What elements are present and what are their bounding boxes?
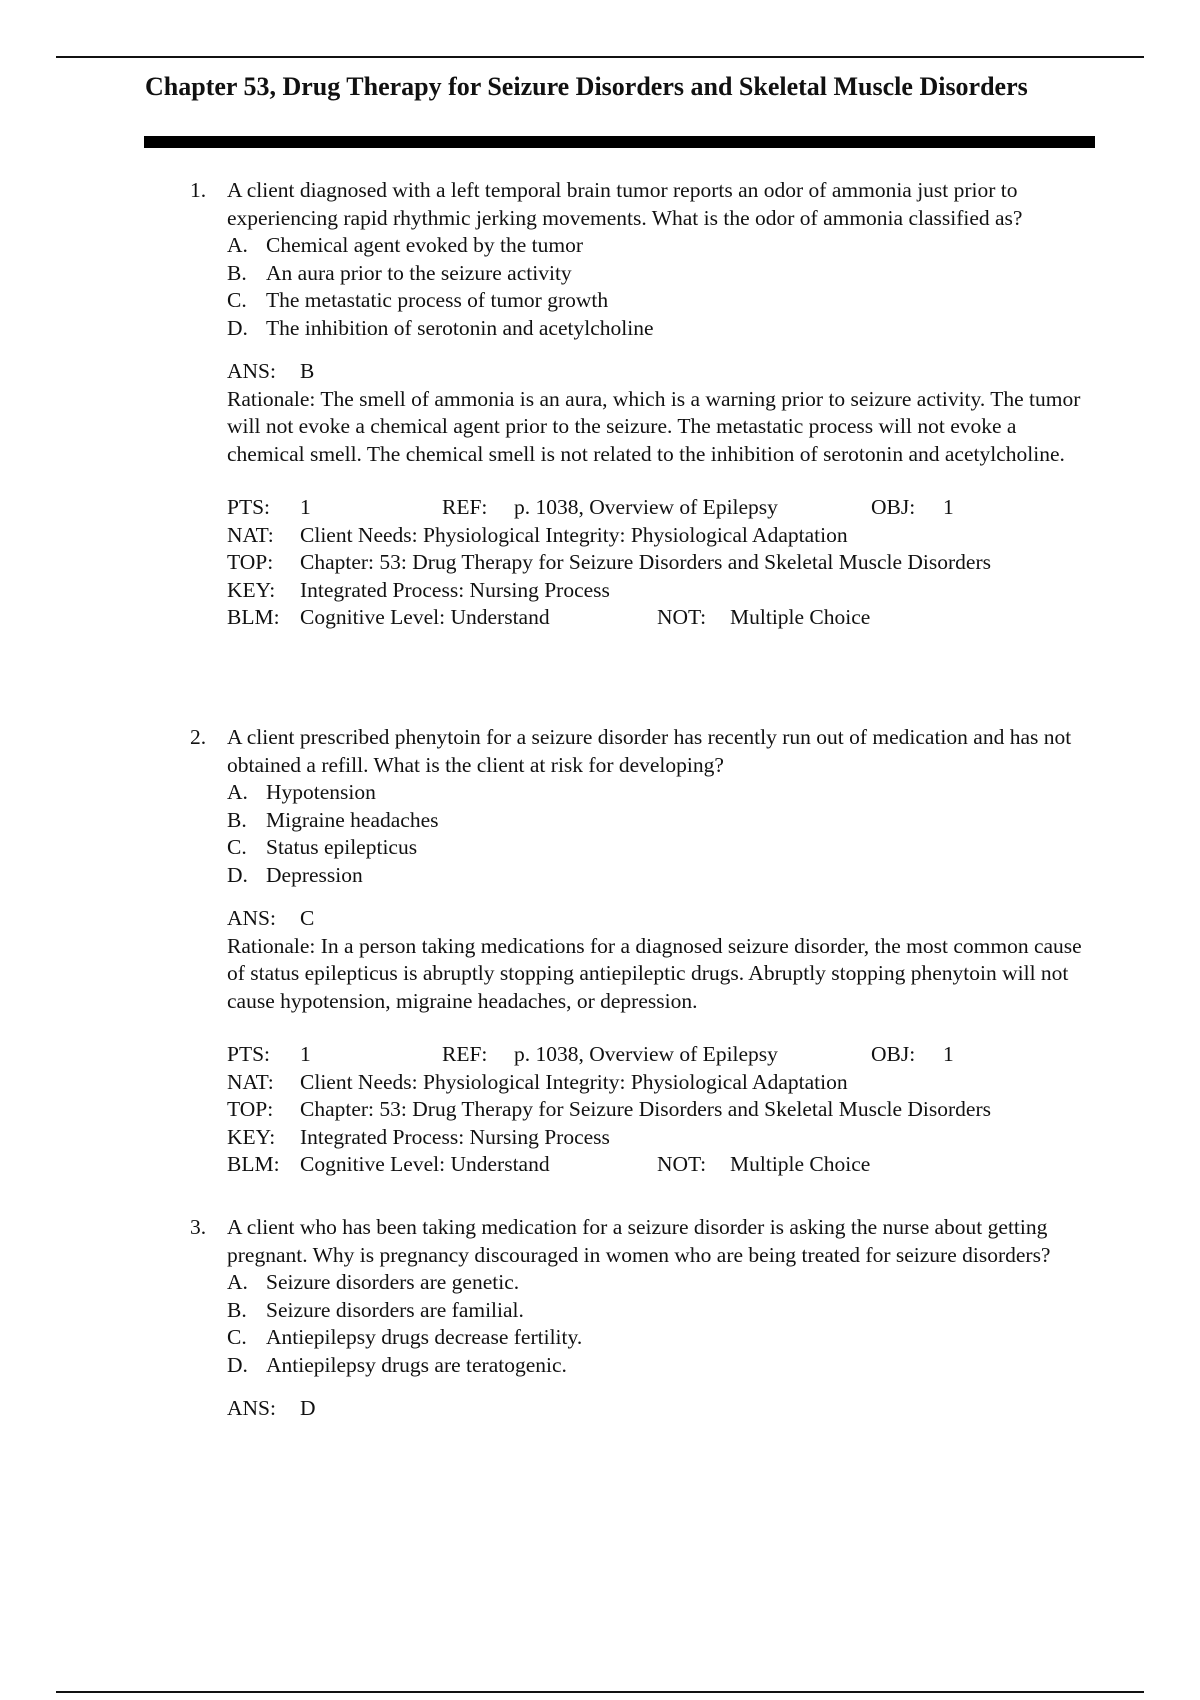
pts-label: PTS: [227, 495, 271, 519]
question-2 [190, 724, 1090, 1179]
top-label: TOP: [227, 550, 274, 574]
option-text: Depression [266, 862, 363, 887]
answer-label: ANS: [227, 1396, 276, 1420]
question-stem: A client diagnosed with a left temporal brain tumor reports an odor of ammonia just prior to experiencing rapid rhythmic jerking movements. What is the odor of ammonia classified as? [227, 178, 1023, 230]
option-letter: B. [227, 1297, 247, 1322]
nat-value: Client Needs: Physiological Integrity: Physiological Adaptation [300, 1069, 848, 1094]
meta-row-nat [227, 1069, 1090, 1097]
option-letter: D. [227, 1352, 248, 1377]
option-b [227, 807, 1090, 835]
option-c [227, 834, 1090, 862]
option-letter: C. [227, 835, 247, 859]
not-label: NOT: [657, 1152, 707, 1176]
answer-line [227, 905, 1090, 933]
blm-value: Cognitive Level: Understand [300, 1152, 550, 1176]
top-rule [56, 56, 1144, 58]
option-letter: A. [227, 1270, 248, 1294]
question-stem: A client who has been taking medication for a seizure disorder is asking the nurse about getting pregnant. Why is pregnancy discouraged in women who are being treated for seizure disorders? [227, 1215, 1051, 1267]
meta-row-nat [227, 522, 1090, 550]
question-metadata [227, 494, 1090, 632]
nat-label: NAT: [227, 522, 274, 547]
blm-label: BLM: [227, 1152, 280, 1176]
option-c [227, 1324, 1090, 1352]
option-letter: D. [227, 315, 248, 340]
meta-row-top [227, 549, 1090, 577]
key-label: KEY: [227, 577, 276, 602]
pts-label: PTS: [227, 1042, 271, 1066]
option-b [227, 1297, 1090, 1325]
option-letter: A. [227, 780, 248, 804]
blm-value: Cognitive Level: Understand [300, 605, 550, 629]
option-text: The inhibition of serotonin and acetylcholine [266, 315, 654, 340]
answer-label: ANS: [227, 906, 276, 930]
option-a [227, 232, 1090, 260]
option-b [227, 260, 1090, 288]
not-value: Multiple Choice [730, 605, 871, 629]
option-text: Antiepilepsy drugs decrease fertility. [266, 1325, 583, 1349]
question-3 [190, 1214, 1090, 1423]
ref-value: p. 1038, Overview of Epilepsy [514, 1042, 778, 1066]
answer-options [227, 779, 1090, 889]
option-letter: B. [227, 260, 247, 285]
obj-label: OBJ: [871, 495, 916, 519]
option-text: Hypotension [266, 780, 376, 804]
answer-line [227, 358, 1090, 386]
option-letter: D. [227, 862, 248, 887]
bottom-rule [56, 1691, 1144, 1693]
ref-label: REF: [442, 1042, 488, 1066]
question-stem: A client prescribed phenytoin for a seizure disorder has recently run out of medication and has not obtained a refill. What is the client at risk for developing? [227, 725, 1072, 777]
option-text: Migraine headaches [266, 807, 439, 832]
pts-value: 1 [300, 495, 311, 519]
answer-value: B [300, 359, 315, 383]
key-value: Integrated Process: Nursing Process [300, 577, 610, 602]
meta-row-key [227, 577, 1090, 605]
answer-options [227, 1269, 1090, 1379]
ref-value: p. 1038, Overview of Epilepsy [514, 495, 778, 519]
question-number: 2. [190, 725, 207, 749]
answer-line [227, 1395, 1090, 1423]
option-a [227, 1269, 1090, 1297]
option-letter: C. [227, 288, 247, 312]
key-label: KEY: [227, 1124, 276, 1149]
rationale: Rationale: The smell of ammonia is an aura, which is a warning prior to seizure activity. The tumor will not evoke a chemical agent prior to the seizure. The metastatic process will not evoke a chemical smell. The chemical smell is not related to the inhibition of serotonin and acetylcholine. [227, 386, 1081, 466]
option-d [227, 862, 1090, 890]
answer-value: C [300, 906, 315, 930]
option-text: Seizure disorders are familial. [266, 1297, 524, 1322]
meta-row-pts [227, 494, 1090, 522]
question-number: 1. [190, 178, 207, 202]
obj-value: 1 [943, 495, 954, 519]
top-label: TOP: [227, 1097, 274, 1121]
option-letter: B. [227, 807, 247, 832]
option-c [227, 287, 1090, 315]
option-text: Status epilepticus [266, 835, 418, 859]
option-d [227, 1352, 1090, 1380]
key-value: Integrated Process: Nursing Process [300, 1124, 610, 1149]
page-title: Chapter 53, Drug Therapy for Seizure Disorders and Skeletal Muscle Disorders [145, 72, 1028, 101]
ref-label: REF: [442, 495, 488, 519]
question-1 [190, 177, 1090, 632]
option-text: An aura prior to the seizure activity [266, 260, 572, 285]
pts-value: 1 [300, 1042, 311, 1066]
question-number: 3. [190, 1215, 207, 1239]
option-letter: A. [227, 233, 248, 257]
option-letter: C. [227, 1325, 247, 1349]
nat-value: Client Needs: Physiological Integrity: Physiological Adaptation [300, 522, 848, 547]
not-label: NOT: [657, 605, 707, 629]
answer-label: ANS: [227, 359, 276, 383]
option-a [227, 779, 1090, 807]
top-value: Chapter: 53: Drug Therapy for Seizure Disorders and Skeletal Muscle Disorders [300, 1097, 992, 1121]
meta-row-blm [227, 604, 1090, 632]
nat-label: NAT: [227, 1069, 274, 1094]
meta-row-blm [227, 1151, 1090, 1179]
meta-row-top [227, 1096, 1090, 1124]
option-text: Chemical agent evoked by the tumor [266, 233, 584, 257]
obj-value: 1 [943, 1042, 954, 1066]
meta-row-pts [227, 1041, 1090, 1069]
answer-value: D [300, 1396, 316, 1420]
option-d [227, 315, 1090, 343]
title-underline-bar [144, 136, 1095, 148]
blm-label: BLM: [227, 605, 280, 629]
option-text: The metastatic process of tumor growth [266, 288, 609, 312]
question-metadata [227, 1041, 1090, 1179]
obj-label: OBJ: [871, 1042, 916, 1066]
option-text: Seizure disorders are genetic. [266, 1270, 520, 1294]
top-value: Chapter: 53: Drug Therapy for Seizure Disorders and Skeletal Muscle Disorders [300, 550, 992, 574]
not-value: Multiple Choice [730, 1152, 871, 1176]
rationale: Rationale: In a person taking medications for a diagnosed seizure disorder, the most common cause of status epilepticus is abruptly stopping antiepileptic drugs. Abruptly stopping phenytoin will not cause hypotension, migraine headaches, or depression. [227, 933, 1082, 1013]
meta-row-key [227, 1124, 1090, 1152]
answer-options [227, 232, 1090, 342]
option-text: Antiepilepsy drugs are teratogenic. [266, 1352, 567, 1377]
